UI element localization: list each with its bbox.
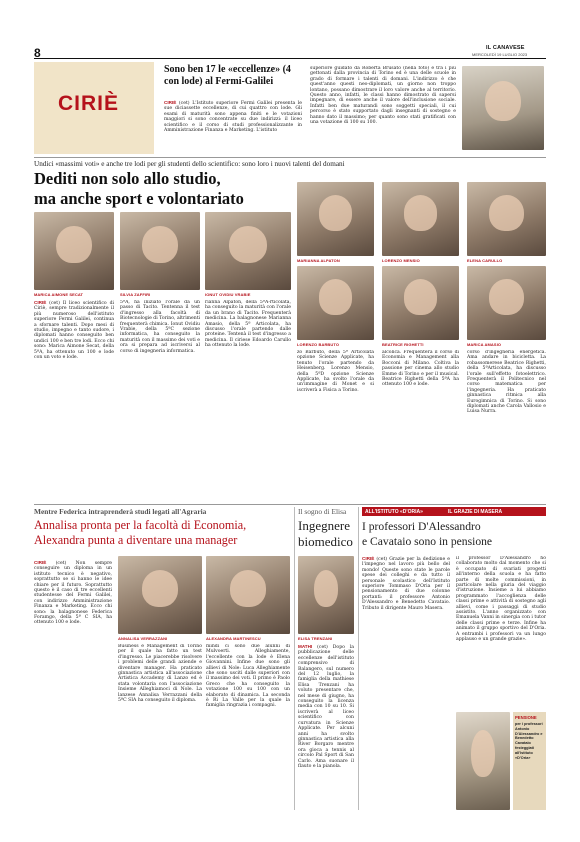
economia-headline-2: Alexandra punta a diventare una manager <box>34 533 238 547</box>
top-story-photo <box>462 66 544 150</box>
caption-elisa-trenzani: ELISA TRENZANI <box>298 636 333 641</box>
pensione-text1: Grazie per la dedizione e l'impegno nel lavoro più bello del mondo! Queste sono state le parole spese dei colleghi e da tutto il personale scolastico dell'Istituto superiore Tommaso D'Oria per il pensionamento di due colonne portanti: il professore Antonio D'Alessandro e Benedetto Cavataio. Tributo il dirigente Mauro Masera. <box>362 557 450 611</box>
photo-marianna-alpaton <box>297 182 374 256</box>
economia-col1 <box>34 560 112 810</box>
main-byline: CIRIÈ <box>34 300 47 305</box>
economia-text1: Non sempre conseguire un diploma in un istituto tecnico è negativo, soprattutto se si hanno le idee chiare per il futuro. Soprattutto questo è il caso di tre eccellenti studentesse del Fermi Galilei, con indirizzo Amministrazione Finanza e Marketing. Ecco chi sono: la balagnonese Federica Foramgo, della 5ª C SIA, ha ottenuto 100 e lode. <box>34 561 112 626</box>
photo-elena-carullo <box>467 182 546 256</box>
photo-lorenzo-mensio <box>382 182 459 256</box>
pensione-kicker-right: IL GRAZIE DI MASERA <box>448 509 503 515</box>
pensione-headline-2: e Cavataio sono in pensione <box>362 535 493 548</box>
elisa-byline-src: (cet) <box>317 645 328 650</box>
main-col5: alcolica. Frequenterà il corso di Economia e Management alla Bocconi di Milano. Coltiva la passione per cinema allo studio Emme di Torino e per il musical. Beatrice Righetti della 5ªA ha ottenuto 100 e lode. <box>382 350 459 388</box>
photo-pensione <box>456 712 510 810</box>
elisa-text1: Dopo la pubblicazione delle eccellenze dell'istituto comprensivo di Balangero, sul numero del 12 luglio, la famiglia della mathiese Elisa Trenzani ha voluto presentare che, nel mese di giugno, ha conseguito la licenza media con 10 su 10. Si iscriverà al liceo scientifico con curvatura in Scienze Applicate. Per alcuni anni ha svolto ginnastica artistica alla River Borgaro mentre ora gioca a tennis al circolo Pal Sport di San Carlo. Ama suonare il flauto e la pianola. <box>298 645 354 769</box>
photo-alexandra-martinescu <box>206 556 290 634</box>
main-text1: Il liceo scientifico di Ciriè, sempre tradizionalmente il più numeroso dell'istituto superiore Fermi Galilei, continua a sfornare talenti. Dopo mesi di studio, impegno e tanto sudore, i diplomati hanno conseguito ben undici 100 e ben tre lodi. Ecco chi sono: Marica Aimone Secat, della 5ªA, ha ottenuto un 100 e lode con un voto e lode. <box>34 301 114 361</box>
elisa-col1 <box>298 644 354 810</box>
main-col4: zo Barbuto, della 5ª Articolata opzione Scienze Applicate, ha tenuto l'orale partendo da Heisenberg. Lorenzo Mensio, della 5ªD opzione Scienze Applicate, ha svolto l'orale da un'immagine di Monet e si iscriverà a Fisica a Torino. <box>297 350 374 393</box>
top-story-headline: Sono ben 17 le «eccellenze» (4 con lode) al Fermi-Galilei <box>164 64 291 87</box>
top-story-byline-src: (cet) <box>178 101 190 106</box>
elisa-headline-2: biomedico <box>298 534 353 549</box>
photo-lorenzo-barbuto <box>297 266 374 340</box>
lower-divider <box>34 504 546 505</box>
main-col1 <box>34 300 114 500</box>
top-story <box>160 62 546 154</box>
header-rule <box>34 58 546 59</box>
economia-byline-src: (cet) <box>55 561 67 566</box>
elisa-kicker: Il sogno di Elisa <box>298 507 347 516</box>
photo-marica-amasio <box>467 266 546 340</box>
photo-marica-aimone-secat <box>34 212 114 290</box>
elisa-vrule <box>294 507 295 810</box>
caption-elena-carullo: ELENA CARULLO <box>467 258 503 263</box>
top-story-col1 <box>164 100 302 152</box>
caption-silvia-zaffiri: SILVIA ZAFFIRI <box>120 292 151 297</box>
main-byline-src: (cet) <box>49 301 60 306</box>
masthead: IL CANAVESE <box>486 45 525 51</box>
main-col3: rianna Alpaton, della 5ªA-rticolata, ha conseguito la maturità con l'orale da un brano di Tacito. Frequenterà medicina. La balagnonese Marianna Amasio, della 5ª Articolata, ha discusso l'orale partendo dalle proteine. Tentenà il test d'ingresso a medicina. Il ciriese Edoardo Carullo ha ottenuto la lode. <box>205 300 291 349</box>
main-col2: 5ªA, ha iniziato l'orale da un passo di Tacito. Tentenna il test d'ingresso alla facoltà di Biotecnologie di Torino, altrimenti frequenterà chimica. Ionut Ovidiu Vrabie, della 5ªC sezione informatica, ha conseguito la maturità con il massimo dei voti e ora si prepara ad iscriversi al corso di ingegneria informatica. <box>120 300 200 354</box>
photo-beatrice-righetti <box>382 266 459 340</box>
main-headline-1: Dediti non solo allo studio, <box>34 169 221 188</box>
pensione-caption-title: PENSIONE <box>515 715 537 720</box>
economia-kicker: Mentre Federica intraprenderà studi legati all'Agraria <box>34 507 207 516</box>
caption-marianna-alpaton: MARIANNA ALPATON <box>297 258 340 263</box>
economia-byline: CIRIÈ <box>34 560 47 565</box>
section-label: CIRIÈ <box>58 92 120 115</box>
caption-lorenzo-barbuto: LORENZO BARBUTO <box>297 342 340 347</box>
header-date: MERCOLEDÌ 19 LUGLIO 2023 <box>472 52 528 57</box>
top-story-byline: CIRIÈ <box>164 100 177 105</box>
caption-ionut-ovidiu-vrabie: IONUT OVIDIU VRABIE <box>205 292 251 297</box>
main-headline-2: ma anche sport e volontariato <box>34 189 244 208</box>
economia-headline-1: Annalisa pronta per la facoltà di Economia, <box>34 518 247 532</box>
pensione-vrule <box>358 507 359 810</box>
economia-col3: mindi ci sono due alunni di Mulvoerti. Alleghiamente, l'eccellente con la lode è Elena Giovannini. Infine due sono gli allievi di Nole: Luca Alleghiamente che sono uscitì dalle superiori con il massimo dei voti. Il primo è Paolo Greco che ha conseguito la votazione 100 su 100 con un elaborato di dinamica. La seconda è Ri La Valle per la quale la famiglia ringrazia i compagni. <box>206 644 290 709</box>
caption-alexandra-martinescu: ALEXANDRA MARTINESCU <box>206 636 261 641</box>
caption-annalisa-verrazzani: ANNALISA VERRAZZANI <box>118 636 168 641</box>
pensione-headline-1: I professori D'Alessandro <box>362 520 481 533</box>
section-divider <box>34 157 546 158</box>
photo-silvia-zaffiri <box>120 212 200 290</box>
photo-elisa-trenzani <box>298 556 354 634</box>
pensione-byline: CIRIÈ <box>362 556 375 561</box>
pensione-caption-box <box>513 712 546 810</box>
photo-ionut-ovidiu-vrabie <box>205 212 291 290</box>
caption-beatrice-righetti: BEATRICE RIGHETTI <box>382 342 424 347</box>
caption-lorenzo-mensio: LORENZO MENSIO <box>382 258 420 263</box>
photo-annalisa-verrazzani <box>118 556 202 634</box>
pensione-caption-text: per i professori Antonio D'Alessandro e Benedetto Cavataio festeggiati all'Istituto «D'Oria» <box>515 722 543 760</box>
pensione-kicker-left: ALL'ISTITUTO «D'ORIA» <box>365 509 423 515</box>
elisa-byline: MATHI <box>298 644 313 649</box>
main-col6: corso d'ingegneria energetica. Ama andare in bicicletta. La robassomerese Beatrice Righetti, della 5ªArticolata, ha discusso l'orale sull'effetto fotoelettrico. Frequenterà il Politecnico nel corso matematica per l'ingegneria. Ha praticato ginnastica ritmica alla Eurogimnica di Torino. Si sono diplomati anche Carola Vallosio e Luisa Nurra. <box>467 350 546 415</box>
pensione-col2: il professor D'Alessandro ho collaborato molto dal momento che si è occupato di svariati progetti all'interno della scuola e ha fatto parte di molte commissioni, in particolare nella giuria del viaggio d'istruzione. Insieme a lui abbiamo programmato l'accoglienza delle classi prime e attività di sostegno agli allievi, come i passaggi di studio assistito. L'anno organizzato con Emanuela Vanni in sinergia con i tutor delle classi prime e terze. Infine ha animato il gruppo sportivo del D'Oria. A entrambi i professori va un lungo applauso e un grande grazie». <box>456 556 546 643</box>
pensione-byline-src: (cet) <box>376 557 388 562</box>
caption-marica-amasio: MARICA AMASIO <box>467 342 502 347</box>
pensione-col1 <box>362 556 450 810</box>
elisa-headline-1: Ingegnere <box>298 518 350 533</box>
main-kicker: Undici «massimi voti» e anche tre lodi per gli studenti dello scientifico: sono loro i nuovi talenti del domani <box>34 160 345 168</box>
caption-marica-aimone-secat: MARICA AIMONE SECAT <box>34 292 84 297</box>
page-number: 8 <box>34 46 41 60</box>
top-story-text1: L'Istituto superiore Fermi Galilei presenta le sue diciassette eccellenze, di cui quattro con lode. Gli esami di maturità sono appena finiti e le votazioni maggiori si sono concentrate su due indirizzi: il liceo scientifico e il corso di studi professionalizzante in Amministrazione Finanza e Marketing. L'istituto <box>164 101 302 134</box>
economia-col2: Business e Management di Torino per il quale ha fatto un test d'ingresso. Le piacerebbe risolvere i problemi delle grandi aziende e diventare manager. Ha praticato ginnastica artistica all'associazione Artistica Accademy di Lanzo ed è stata volontaria con l'associazione Insieme Alleghiamoci di Nole. La lanzese Annalisa Verrazzani della 5ªC SIA ha conseguito il diploma. <box>118 644 202 704</box>
top-story-col2: superiore guidato da Roberta Brusato (nella foto) è tra i più gettonati dalla provincia di Torino ed è una delle scuole in grado di formare i talenti di domani. L'indirizzo è che quest'anno questi neo-diplomati, un giorno non troppo lontano, possano dimostrare il loro valore anche al territorio. Questo anno, infatti, le classi hanno dimostrato di sapersi impegnare, di essere anche il valore dell'inclusione sociale. Infatti ben due maturandi sono soggetti speciali, il cui percorso è stato supportato dagli insegnanti di sostegno e hanno dato il massimo; per quanto sono stati gratificati con una votazione di 100 su 100. <box>310 66 456 126</box>
